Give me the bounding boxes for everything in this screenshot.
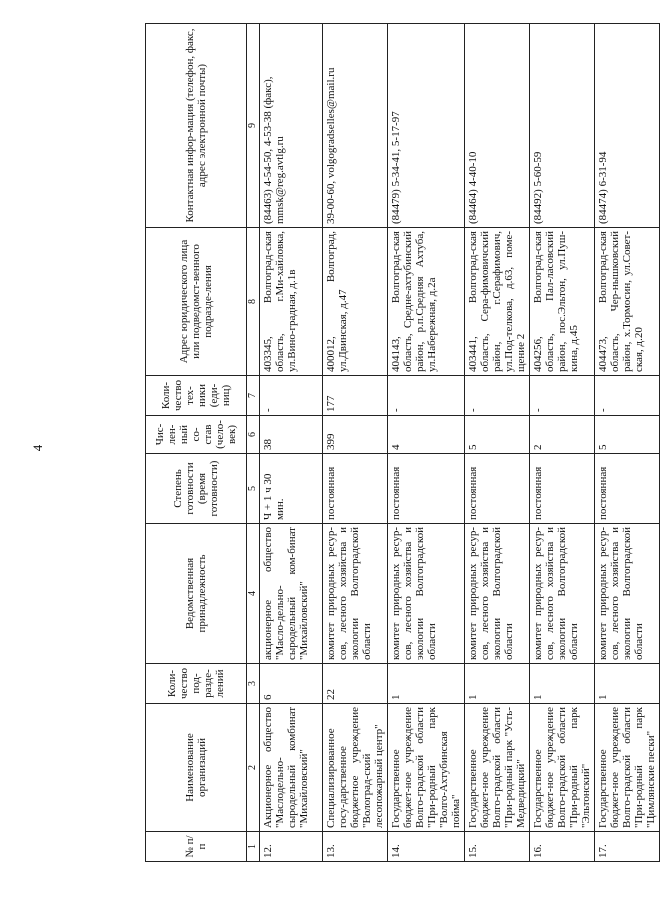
subdivision-count: 22 bbox=[323, 664, 388, 704]
department: комитет природных ресур-сов, лесного хозяйства и экологии Волгоградской области bbox=[595, 524, 660, 664]
subdivision-count: 1 bbox=[530, 664, 595, 704]
readiness: Ч + 1 ч 30 мин. bbox=[260, 454, 323, 524]
header-cell: Коли-чество под-разде-лений bbox=[146, 664, 247, 704]
department: комитет природных ресур-сов, лесного хозяйства и экологии Волгоградской области bbox=[530, 524, 595, 664]
equipment-count: - bbox=[530, 376, 595, 416]
equipment-count: 177 bbox=[323, 376, 388, 416]
subdivision-count: 1 bbox=[388, 664, 465, 704]
staff-count: 5 bbox=[595, 416, 660, 454]
legal-address: 404473, Волгоград-ская область, Чер-нышковский район, х.Тормосин, ул.Совет-ская, д.20 bbox=[595, 228, 660, 376]
legal-address: 404256, Волгоград-ская область, Пал-ласовский район, пос.Эльтон, ул.Пуш-кина, д.45 bbox=[530, 228, 595, 376]
contact-info: (84463) 4-54-50, 4-53-38 (факс), mmsk@reg.avtlg.ru bbox=[260, 24, 323, 228]
contact-info: (84464) 4-40-10 bbox=[465, 24, 530, 228]
header-cell: Наименование организаций bbox=[146, 704, 247, 832]
legal-address: 400012, Волгоград, ул.Двинская, д.47 bbox=[323, 228, 388, 376]
subdivision-count: 1 bbox=[465, 664, 530, 704]
table-header-row bbox=[146, 24, 247, 862]
column-number: 1 bbox=[247, 832, 260, 862]
organization-name: Государственное бюджет-ное учреждение Волго-градской области "При-родный парк "Эльтонский" bbox=[530, 704, 595, 832]
column-number: 2 bbox=[247, 704, 260, 832]
table-row bbox=[465, 24, 530, 862]
table-row bbox=[530, 24, 595, 862]
staff-count: 5 bbox=[465, 416, 530, 454]
contact-info: (84492) 5-60-59 bbox=[530, 24, 595, 228]
header-cell: Адрес юридического лица или подведомст-венного подразде-ления bbox=[146, 228, 247, 376]
organization-name: Государственное бюджет-ное учреждение Волго-градской области "При-родный парк "Усть-Медведицкий" bbox=[465, 704, 530, 832]
rotated-table-container bbox=[145, 24, 657, 862]
header-cell: Ведомственная принадлежность bbox=[146, 524, 247, 664]
readiness: постоянная bbox=[465, 454, 530, 524]
table-row bbox=[388, 24, 465, 862]
page-number: 4 bbox=[30, 444, 45, 452]
header-cell: Степень готовности (время готовности) bbox=[146, 454, 247, 524]
staff-count: 2 bbox=[530, 416, 595, 454]
staff-count: 4 bbox=[388, 416, 465, 454]
column-number: 6 bbox=[247, 416, 260, 454]
table-row bbox=[595, 24, 660, 862]
department: комитет природных ресур-сов, лесного хозяйства и экологии Волгоградской области bbox=[323, 524, 388, 664]
column-number: 7 bbox=[247, 376, 260, 416]
header-cell: Коли-чество тех-ники (еди-ниц) bbox=[146, 376, 247, 416]
column-number-row bbox=[247, 24, 260, 862]
subdivision-count: 6 bbox=[260, 664, 323, 704]
readiness: постоянная bbox=[323, 454, 388, 524]
row-number: 17. bbox=[595, 832, 660, 862]
table-row bbox=[260, 24, 323, 862]
legal-address: 404143, Волгоград-ская область, Средне-ахтубинский район, р.п.Средняя Ахтуба, ул.Набережная, д.2а bbox=[388, 228, 465, 376]
header-cell: Контактная инфор-мация (телефон, факс, адрес электронной почты) bbox=[146, 24, 247, 228]
row-number: 12. bbox=[260, 832, 323, 862]
department: акционерное общество "Масло-дельно-сыродельный ком-бинат "Михайловский" bbox=[260, 524, 323, 664]
column-number: 5 bbox=[247, 454, 260, 524]
row-number: 13. bbox=[323, 832, 388, 862]
legal-address: 403441, Волгоград-ская область, Сера-фимовичский район, г.Серафимович, ул.Под-телкова, д.63, поме-щение 2 bbox=[465, 228, 530, 376]
readiness: постоянная bbox=[388, 454, 465, 524]
staff-count: 38 bbox=[260, 416, 323, 454]
staff-count: 399 bbox=[323, 416, 388, 454]
organization-name: Специализированное госу-дарственное бюджетное учреждение "Волоград-ский лесопожарный центр" bbox=[323, 704, 388, 832]
equipment-count: - bbox=[595, 376, 660, 416]
readiness: постоянная bbox=[595, 454, 660, 524]
equipment-count: - bbox=[388, 376, 465, 416]
column-number: 4 bbox=[247, 524, 260, 664]
row-number: 16. bbox=[530, 832, 595, 862]
department: комитет природных ресур-сов, лесного хозяйства и экологии Волгоградской области bbox=[388, 524, 465, 664]
header-cell: Чис-лен-ный со-став (чело-век) bbox=[146, 416, 247, 454]
department: комитет природных ресур-сов, лесного хозяйства и экологии Волгоградской области bbox=[465, 524, 530, 664]
contact-info: 39-00-60, volgogradselles@mail.ru bbox=[323, 24, 388, 228]
column-number: 8 bbox=[247, 228, 260, 376]
header-cell: № п/п bbox=[146, 832, 247, 862]
equipment-count: - bbox=[465, 376, 530, 416]
organization-name: Государственное бюджет-ное учреждение Волго-градской области "При-родный парк "Цимлянские пески" bbox=[595, 704, 660, 832]
contact-info: (84479) 5-34-41, 5-17-97 bbox=[388, 24, 465, 228]
column-number: 3 bbox=[247, 664, 260, 704]
row-number: 15. bbox=[465, 832, 530, 862]
table-row bbox=[323, 24, 388, 862]
column-number: 9 bbox=[247, 24, 260, 228]
readiness: постоянная bbox=[530, 454, 595, 524]
organization-name: Государственное бюджет-ное учреждение Волго-градской области "При-родный парк "Волго-Ахтубинская пойма" bbox=[388, 704, 465, 832]
legal-address: 403345, Волгоград-ская область, г.Ми-хайловка, ул.Вино-градная, д.1в bbox=[260, 228, 323, 376]
organizations-table bbox=[145, 23, 660, 862]
contact-info: (84474) 6-31-94 bbox=[595, 24, 660, 228]
row-number: 14. bbox=[388, 832, 465, 862]
subdivision-count: 1 bbox=[595, 664, 660, 704]
organization-name: Акционерное общество "Маслодельно-сыродельный комбинат "Михайловский" bbox=[260, 704, 323, 832]
equipment-count: - bbox=[260, 376, 323, 416]
